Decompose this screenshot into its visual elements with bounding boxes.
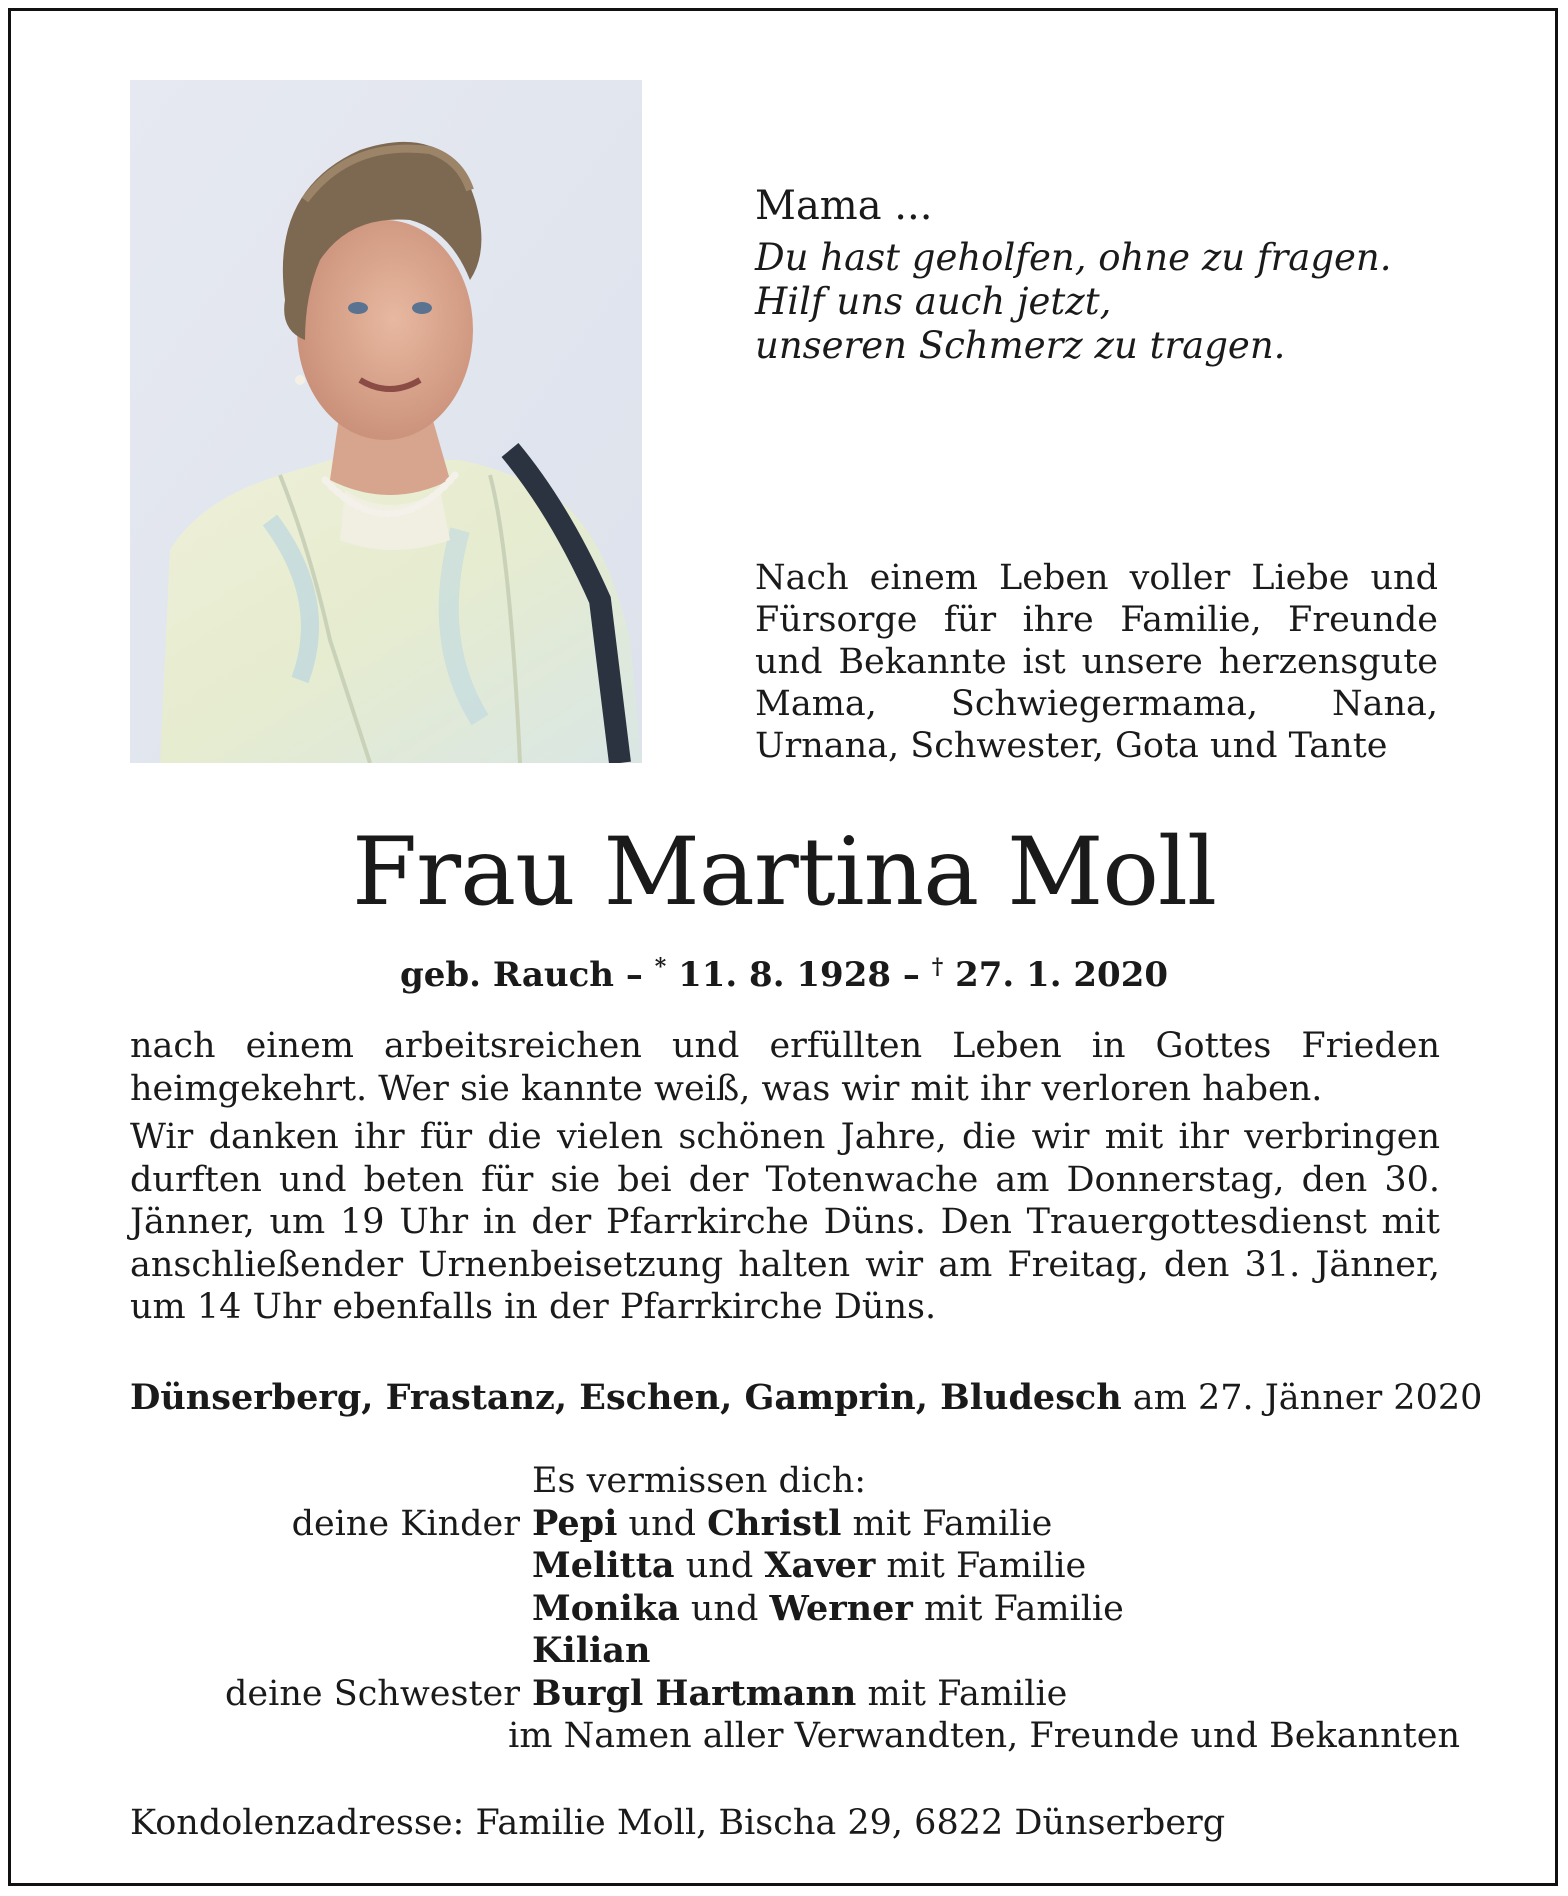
life-dates: geb. Rauch – * 11. 8. 1928 – † 27. 1. 2020 — [399, 954, 1169, 995]
death-symbol: † — [931, 954, 944, 980]
children-label: deine Kinder — [291, 1503, 520, 1544]
motto-line: Du hast geholfen, ohne zu fragen. — [755, 236, 1392, 279]
birth-date: 11. 8. 1928 — [666, 955, 892, 995]
notice-date: am 27. Jänner 2020 — [1121, 1378, 1483, 1418]
places-and-date — [130, 1377, 1483, 1419]
mourner-entry: Kilian — [532, 1630, 651, 1671]
motto-verse — [755, 180, 1455, 368]
mourners-heading: Es vermissen dich: — [532, 1461, 867, 1501]
motto-line: Hilf uns auch jetzt, — [755, 280, 1112, 323]
mourner-entry: Pepi und Christl mit Familie — [532, 1502, 1053, 1544]
mourners-closing: im Namen aller Verwandten, Freunde und Bekannten — [508, 1716, 1460, 1756]
mourner-entry: Monika und Werner mit Familie — [532, 1587, 1124, 1629]
maiden-name: geb. Rauch — [399, 955, 615, 995]
condolence-address: Kondolenzadresse: Familie Moll, Bischa 29, 6822 Dünserberg — [130, 1803, 1226, 1843]
motto-title: Mama ... — [755, 183, 933, 229]
deceased-name: Frau Martina Moll — [351, 818, 1217, 927]
motto-line: unseren Schmerz zu tragen. — [755, 324, 1286, 367]
body-paragraph: Wir danken ihr für die vielen schönen Jahre, die wir mit ihr verbringen durften und beten für sie bei der Totenwache am Donnerstag, den 30. Jänner, um 19 Uhr in der Pfarrkirche Düns. Den Trauergottesdienst mit anschließender Urnenbeisetzung halten wir am Freitag, den 31. Jänner, um 14 Uhr ebenfalls in der Pfarrkirche Düns. — [130, 1117, 1440, 1327]
mourners-list — [130, 1460, 1460, 1758]
portrait-photo — [130, 80, 642, 763]
death-date: 27. 1. 2020 — [943, 955, 1169, 995]
sister-label: deine Schwester — [225, 1673, 520, 1714]
born-symbol: * — [654, 954, 667, 980]
mourner-entry: Burgl Hartmann mit Familie — [532, 1672, 1068, 1714]
notice-body — [130, 1025, 1440, 1335]
body-paragraph: nach einem arbeitsreichen und erfüllten Leben in Gottes Frieden heimgekehrt. Wer sie kannte weiß, was wir mit ihr verloren haben. — [130, 1026, 1440, 1109]
intro-text: Nach einem Leben voller Liebe und Fürsorge für ihre Familie, Freunde und Bekannte ist unsere herzensgute Mama, Schwiegermama, Nana, Urnana, Schwester, Gota und Tante — [755, 558, 1438, 766]
places-names: Dünserberg, Frastanz, Eschen, Gamprin, Bludesch — [130, 1377, 1122, 1418]
mourner-entry: Melitta und Xaver mit Familie — [532, 1545, 1087, 1586]
